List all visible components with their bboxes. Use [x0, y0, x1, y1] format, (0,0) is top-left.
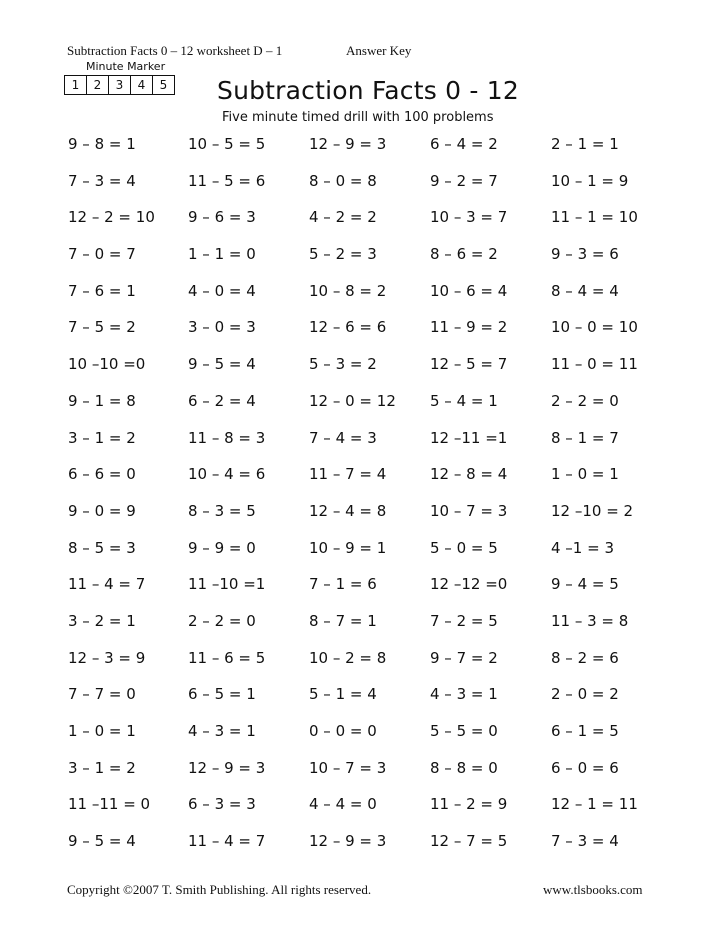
minute-box-3: 3: [109, 76, 131, 94]
problem-cell: 6 – 4 = 2: [430, 135, 498, 153]
problem-cell: 8 – 0 = 8: [309, 171, 377, 190]
problem-cell: 3 – 1 = 2: [68, 758, 136, 777]
problem-cell: 3 – 2 = 1: [68, 611, 136, 630]
problem-cell: 2 – 2 = 0: [188, 611, 256, 630]
problem-cell: 2 – 1 = 1: [551, 135, 619, 153]
problem-cell: 9 – 8 = 1: [68, 135, 136, 153]
problem-cell: 4 – 2 = 2: [309, 208, 377, 227]
problem-cell: 2 – 2 = 0: [551, 391, 619, 410]
problem-cell: 6 – 5 = 1: [188, 685, 256, 704]
problem-cell: 8 – 3 = 5: [188, 501, 256, 520]
problem-cell: 9 – 6 = 3: [188, 208, 256, 227]
problem-cell: 3 – 1 = 2: [68, 428, 136, 447]
problem-cell: 8 – 7 = 1: [309, 611, 377, 630]
answer-key-label: Answer Key: [346, 43, 412, 58]
problem-cell: 11 – 2 = 9: [430, 795, 508, 814]
problem-cell: 5 – 1 = 4: [309, 685, 377, 704]
problem-cell: 10 – 7 = 3: [309, 758, 387, 777]
problem-cell: 10 –10 =0: [68, 355, 146, 374]
problem-cell: 12 –10 = 2: [551, 501, 634, 520]
problem-cell: 12 – 3 = 9: [68, 648, 146, 667]
problem-cell: 12 – 2 = 10: [68, 208, 155, 227]
problem-cell: 7 – 7 = 0: [68, 685, 136, 704]
problem-cell: 7 – 3 = 4: [68, 171, 136, 190]
problem-cell: 7 – 1 = 6: [309, 575, 377, 594]
problem-cell: 9 – 7 = 2: [430, 648, 498, 667]
problem-cell: 12 – 9 = 3: [188, 758, 266, 777]
problem-cell: 12 – 7 = 5: [430, 832, 508, 851]
problem-cell: 5 – 2 = 3: [309, 245, 377, 264]
problem-cell: 3 – 0 = 3: [188, 318, 256, 337]
problem-cell: 5 – 3 = 2: [309, 355, 377, 374]
problem-cell: 9 – 4 = 5: [551, 575, 619, 594]
problem-cell: 12 – 8 = 4: [430, 465, 508, 484]
problem-cell: 11 – 6 = 5: [188, 648, 266, 667]
problem-cell: 11 – 1 = 10: [551, 208, 638, 227]
problem-cell: 8 – 6 = 2: [430, 245, 498, 264]
problem-cell: 4 – 3 = 1: [188, 722, 256, 740]
problem-cell: 11 – 9 = 2: [430, 318, 508, 337]
problem-cell: 12 –11 =1: [430, 428, 508, 447]
problem-cell: 6 – 0 = 6: [551, 758, 619, 777]
problem-cell: 9 – 5 = 4: [68, 832, 136, 851]
problem-cell: 6 – 3 = 3: [188, 795, 256, 814]
problem-cell: 6 – 6 = 0: [68, 465, 136, 484]
problem-cell: 2 – 0 = 2: [551, 685, 619, 704]
minute-box-2: 2: [87, 76, 109, 94]
problem-cell: 5 – 4 = 1: [430, 391, 498, 410]
problem-cell: 9 – 3 = 6: [551, 245, 619, 264]
problem-cell: 11 – 4 = 7: [188, 832, 266, 851]
problem-cell: 10 – 7 = 3: [430, 501, 508, 520]
problem-cell: 1 – 0 = 1: [551, 465, 619, 484]
problem-cell: 4 – 4 = 0: [309, 795, 377, 814]
problem-cell: 12 – 5 = 7: [430, 355, 508, 374]
problem-cell: 12 – 1 = 11: [551, 795, 638, 814]
problem-cell: 8 – 8 = 0: [430, 758, 498, 777]
problem-cell: 11 – 4 = 7: [68, 575, 146, 594]
problem-cell: 8 – 2 = 6: [551, 648, 619, 667]
problem-cell: 10 – 3 = 7: [430, 208, 508, 227]
problem-cell: 12 – 0 = 12: [309, 391, 396, 410]
problem-cell: 7 – 3 = 4: [551, 832, 619, 851]
problem-cell: 12 – 6 = 6: [309, 318, 387, 337]
minute-box-1: 1: [65, 76, 87, 94]
problem-cell: 8 – 4 = 4: [551, 281, 619, 300]
problem-cell: 9 – 5 = 4: [188, 355, 256, 374]
problem-cell: 6 – 2 = 4: [188, 391, 256, 410]
problem-cell: 9 – 2 = 7: [430, 171, 498, 190]
problem-cell: 12 –12 =0: [430, 575, 508, 594]
problem-cell: 7 – 0 = 7: [68, 245, 136, 264]
problem-cell: 12 – 9 = 3: [309, 832, 387, 851]
problem-cell: 10 – 1 = 9: [551, 171, 629, 190]
page-subtitle: Five minute timed drill with 100 problems: [222, 110, 494, 125]
problem-cell: 9 – 0 = 9: [68, 501, 136, 520]
problem-cell: 1 – 1 = 0: [188, 245, 256, 264]
problem-cell: 5 – 0 = 5: [430, 538, 498, 557]
minute-marker-boxes: [64, 75, 175, 95]
worksheet-label: Subtraction Facts 0 – 12 worksheet D – 1: [67, 43, 283, 58]
problem-grid: [68, 131, 688, 865]
problem-cell: 10 – 4 = 6: [188, 465, 266, 484]
problem-cell: 11 – 3 = 8: [551, 611, 629, 630]
problem-cell: 11 – 7 = 4: [309, 465, 387, 484]
problem-cell: 10 – 9 = 1: [309, 538, 387, 557]
problem-cell: 11 – 8 = 3: [188, 428, 266, 447]
problem-cell: 8 – 1 = 7: [551, 428, 619, 447]
problem-cell: 11 –10 =1: [188, 575, 266, 594]
problem-cell: 9 – 9 = 0: [188, 538, 256, 557]
minute-box-5: 5: [159, 78, 168, 92]
problem-cell: 4 –1 = 3: [551, 538, 615, 557]
problem-cell: 6 – 1 = 5: [551, 722, 619, 740]
problem-cell: 10 – 0 = 10: [551, 318, 638, 337]
problem-cell: 7 – 2 = 5: [430, 611, 498, 630]
website-link: www.tlsbooks.com: [543, 882, 643, 897]
problem-cell: 5 – 5 = 0: [430, 722, 498, 740]
problem-cell: 7 – 5 = 2: [68, 318, 136, 337]
problem-cell: 10 – 6 = 4: [430, 281, 508, 300]
problem-cell: 8 – 5 = 3: [68, 538, 136, 557]
minute-box-4: 4: [131, 76, 153, 94]
problem-cell: 0 – 0 = 0: [309, 722, 377, 740]
problem-cell: 12 – 9 = 3: [309, 135, 387, 153]
problem-cell: 4 – 3 = 1: [430, 685, 498, 704]
problem-cell: 1 – 0 = 1: [68, 722, 136, 740]
page-title: Subtraction Facts 0 - 12: [217, 76, 519, 105]
copyright-notice: Copyright ©2007 T. Smith Publishing. All rights reserved.: [67, 882, 372, 897]
problem-cell: 7 – 4 = 3: [309, 428, 377, 447]
problem-cell: 9 – 1 = 8: [68, 391, 136, 410]
problem-cell: 10 – 2 = 8: [309, 648, 387, 667]
problem-cell: 12 – 4 = 8: [309, 501, 387, 520]
problem-cell: 11 – 0 = 11: [551, 355, 638, 374]
problem-cell: 7 – 6 = 1: [68, 281, 136, 300]
problem-cell: 11 – 5 = 6: [188, 171, 266, 190]
problem-cell: 11 –11 = 0: [68, 795, 151, 814]
problem-cell: 4 – 0 = 4: [188, 281, 256, 300]
problem-cell: 10 – 8 = 2: [309, 281, 387, 300]
minute-marker-label: Minute Marker: [86, 60, 166, 73]
problem-cell: 10 – 5 = 5: [188, 135, 266, 153]
